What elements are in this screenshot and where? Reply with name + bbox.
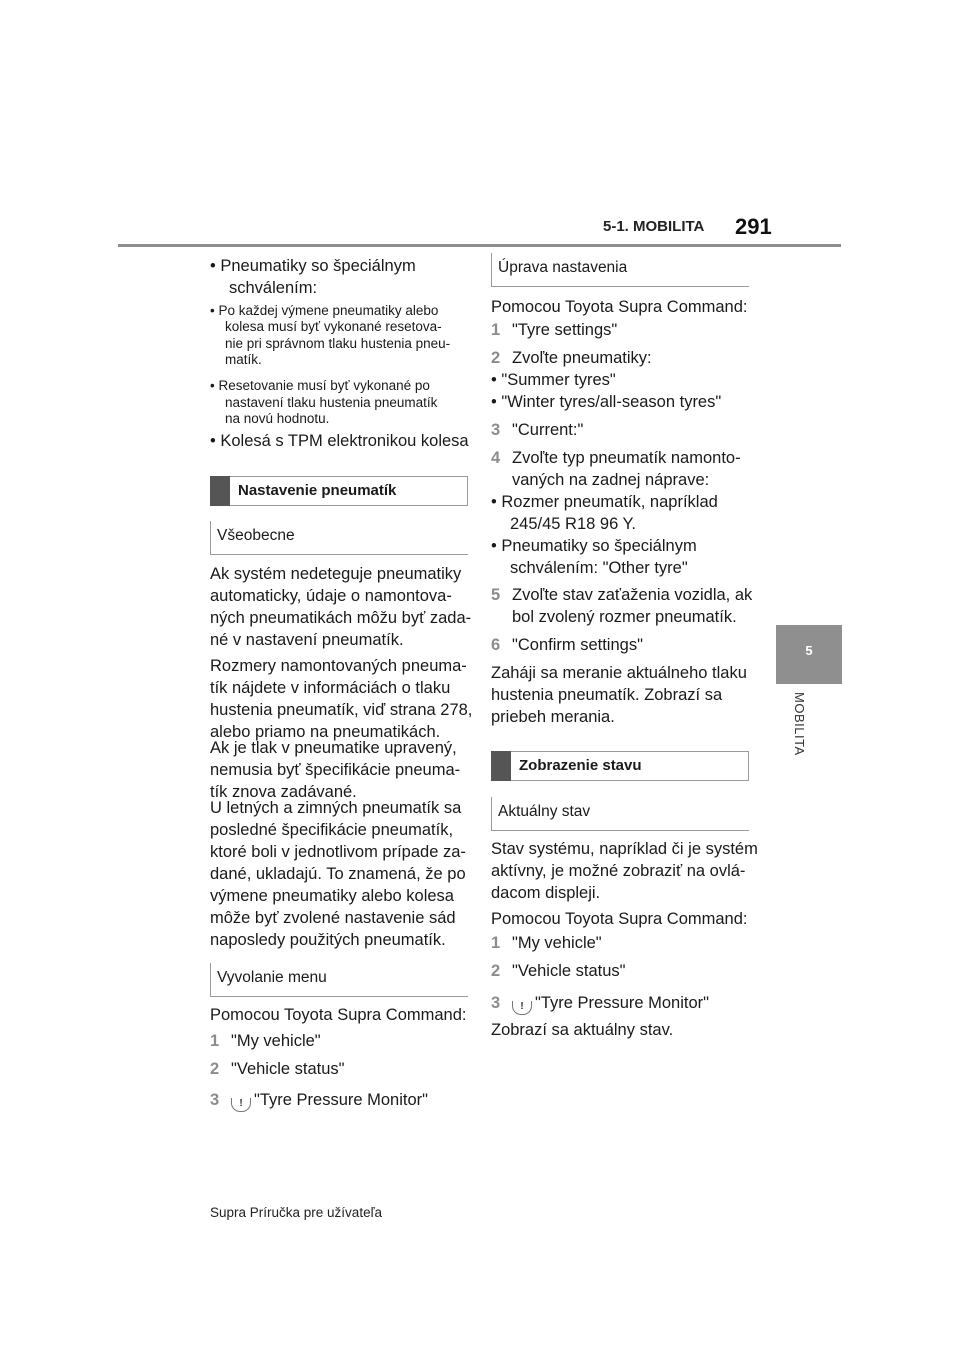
intro-text: Pomocou Toyota Supra Command:	[491, 910, 748, 928]
option: • Rozmer pneumatík, napríklad	[491, 493, 718, 511]
step-number: 1	[491, 934, 501, 952]
intro-text: Pomocou Toyota Supra Command:	[491, 298, 748, 316]
step	[210, 1089, 428, 1112]
section-heading-label: Nastavenie pneumatík	[238, 482, 397, 499]
paragraph-line: výmene pneumatiky alebo kolesa	[210, 887, 454, 905]
paragraph-line: Ak systém nedeteguje pneumatiky	[210, 565, 462, 583]
page-number: 291	[735, 214, 772, 239]
paragraph-line: aktívny, je možné zobraziť na ovlá-	[491, 862, 746, 880]
paragraph-line: Zaháji sa meranie aktuálneho tlaku	[491, 664, 747, 682]
option: • "Summer tyres"	[491, 371, 616, 389]
step-text: "Confirm settings"	[512, 636, 643, 654]
step	[210, 1058, 345, 1080]
paragraph-line: Stav systému, napríklad či je systém	[491, 840, 758, 858]
paragraph-line: posledné špecifikácie pneumatík,	[210, 821, 454, 839]
step-text: Zvoľte typ pneumatík namonto-	[512, 449, 741, 467]
header-section-title: 5-1. MOBILITA	[603, 218, 705, 235]
sub-heading	[491, 253, 749, 287]
step-text: "Tyre Pressure Monitor"	[535, 994, 710, 1012]
note-2-line: nastavení tlaku hustenia pneumatík	[225, 395, 438, 410]
step	[491, 319, 617, 341]
note-2-line: na novú hodnotu.	[225, 411, 330, 426]
step-number: 3	[491, 994, 501, 1012]
step	[491, 960, 626, 982]
section-heading	[491, 751, 749, 781]
paragraph-line: hustenia pneumatík, viď strana 278,	[210, 701, 473, 719]
paragraph-line: priebeh merania.	[491, 708, 615, 726]
sub-heading-label: Všeobecne	[217, 527, 295, 544]
paragraph-line: ktoré boli v jednotlivom prípade za-	[210, 843, 466, 861]
bullet-special: • Pneumatiky so špeciálnym	[210, 257, 416, 275]
sub-heading	[210, 963, 468, 997]
step-number: 2	[491, 962, 501, 980]
step-text: Zvoľte stav zaťaženia vozidla, ak	[512, 586, 753, 604]
paragraph-line: dacom displeji.	[491, 884, 601, 902]
paragraph-line: automaticky, údaje o namontova-	[210, 587, 452, 605]
step-text: Zvoľte pneumatiky:	[512, 349, 652, 367]
paragraph-line: U letných a zimných pneumatík sa	[210, 799, 462, 817]
step-text: "My vehicle"	[512, 934, 602, 952]
option-cont: 245/45 R18 96 Y.	[510, 515, 637, 533]
step	[491, 634, 643, 656]
step-number: 5	[491, 586, 501, 604]
paragraph-line: hustenia pneumatík. Zobrazí sa	[491, 686, 723, 704]
step-number: 2	[210, 1060, 220, 1078]
intro-text: Pomocou Toyota Supra Command:	[210, 1006, 467, 1024]
paragraph-line: né v nastavení pneumatík.	[210, 631, 404, 649]
final-text: Zobrazí sa aktuálny stav.	[491, 1021, 674, 1039]
sub-heading-label: Úprava nastavenia	[498, 259, 628, 276]
paragraph-line: Ak je tlak v pneumatike upravený,	[210, 739, 457, 757]
heading-marker	[491, 751, 511, 781]
step-number: 4	[491, 449, 501, 467]
chapter-tab	[776, 625, 842, 684]
paragraph-line: tík znova zadávané.	[210, 783, 357, 801]
note-1-line: nie pri správnom tlaku hustenia pneu-	[225, 336, 451, 351]
chapter-tab-label: MOBILITA	[792, 692, 807, 756]
step	[491, 584, 752, 606]
step-number: 3	[210, 1091, 220, 1109]
paragraph-line: nemusia byť špecifikácie pneuma-	[210, 761, 461, 779]
step-text: "My vehicle"	[231, 1032, 321, 1050]
bullet-tpm: • Kolesá s TPM elektronikou kolesa	[210, 432, 469, 450]
step-number: 1	[210, 1032, 220, 1050]
step	[491, 447, 741, 469]
paragraph-line: môže byť zvolené nastavenie sád	[210, 909, 456, 927]
step-number: 3	[491, 421, 501, 439]
sub-heading-label: Vyvolanie menu	[217, 969, 327, 986]
sub-heading	[491, 797, 749, 831]
step	[210, 1030, 321, 1052]
option-cont: schválením: "Other tyre"	[510, 559, 688, 577]
note-1-line: kolesa musí byť vykonané resetova-	[225, 319, 442, 334]
sub-heading	[210, 521, 468, 555]
step	[491, 347, 652, 369]
tyre-warning-icon: !	[231, 1098, 251, 1112]
paragraph-line: tík nájdete v informáciách o tlaku	[210, 679, 451, 697]
step-number: 2	[491, 349, 501, 367]
step-text: "Vehicle status"	[512, 962, 626, 980]
step-text: "Tyre settings"	[512, 321, 618, 339]
step	[491, 932, 602, 954]
tyre-warning-icon: !	[512, 1001, 532, 1015]
step-number: 1	[491, 321, 501, 339]
paragraph-line: Rozmery namontovaných pneuma-	[210, 657, 467, 675]
paragraph-line: alebo priamo na pneumatikách.	[210, 723, 441, 741]
footer-text: Supra Príručka pre užívateľa	[210, 1205, 383, 1220]
step	[491, 992, 709, 1015]
paragraph-line: naposledy použitých pneumatík.	[210, 931, 446, 949]
header-rule	[118, 244, 841, 247]
note-1-line: • Po každej výmene pneumatiky alebo	[210, 303, 439, 318]
step-text-cont: vaných na zadnej náprave:	[512, 471, 710, 489]
step	[491, 419, 583, 441]
section-heading-label: Zobrazenie stavu	[519, 757, 642, 774]
paragraph-line: ných pneumatikách môžu byť zada-	[210, 609, 472, 627]
chapter-number: 5	[805, 643, 813, 658]
option: • "Winter tyres/all-season tyres"	[491, 393, 722, 411]
heading-marker	[210, 476, 230, 506]
paragraph-line: dané, ukladajú. To znamená, že po	[210, 865, 466, 883]
bullet-special-cont: schválením:	[229, 279, 318, 297]
section-heading	[210, 476, 468, 506]
step-number: 6	[491, 636, 501, 654]
note-1-line: matík.	[225, 352, 262, 367]
step-text-cont: bol zvolený rozmer pneumatík.	[512, 608, 737, 626]
option: • Pneumatiky so špeciálnym	[491, 537, 697, 555]
step-text: "Current:"	[512, 421, 584, 439]
note-2-line: • Resetovanie musí byť vykonané po	[210, 378, 430, 393]
sub-heading-label: Aktuálny stav	[498, 803, 591, 820]
step-text: "Tyre Pressure Monitor"	[254, 1091, 429, 1109]
step-text: "Vehicle status"	[231, 1060, 345, 1078]
